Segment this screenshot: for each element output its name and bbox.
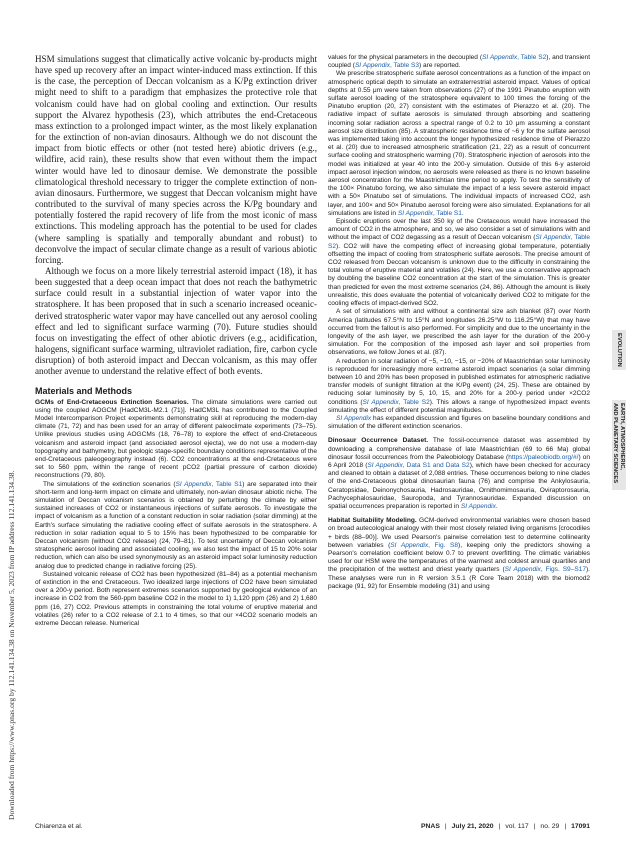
si-appendix-link[interactable]: SI Appendix bbox=[460, 502, 496, 510]
p1-e: ) are reported. bbox=[419, 62, 461, 70]
gcm-paragraph bbox=[35, 399, 317, 481]
page-footer bbox=[35, 823, 590, 835]
table-s1-link[interactable]: , Table S1. bbox=[432, 209, 464, 217]
si-appendix-link[interactable]: SI Appendix bbox=[367, 461, 403, 469]
sustained-paragraph: Sustained volcanic release of CO2 has been hypothesized (81–84) as a potential mechanism of extinction in the end Cretaceous. Two idealized large injections of CO2 have been simulated over a 200-y period. Both represent extremes scenarios supported by geological evidence of an increase in CO2 from the 560-ppm baseline CO2 in the model to 1) 1,120 ppm (26) and 2) 1,680 ppm (16, 27) CO2. Previous attempts in constraining the total volume of eruptive material and volatiles (26) refer to a CO2 release of 2.1 to 4 times, so that our ×4CO2 scenario models an extreme Deccan release. Numerical bbox=[35, 570, 317, 628]
si-appendix-link[interactable]: SI Appendix bbox=[535, 234, 571, 242]
sim-text-1: The simulations of the extinction scenarios ( bbox=[43, 480, 176, 488]
p1-c: ), and transient coupled ( bbox=[328, 54, 591, 70]
dino-run-head: Dinosaur Occurrence Dataset. bbox=[328, 437, 429, 445]
si-appendix-link[interactable]: SI Appendix bbox=[504, 566, 541, 574]
intro-paragraph-2: Although we focus on a more likely terrestrial asteroid impact (18), it has been suggested that a deep ocean impact that does not reach the bathymetric surface could result in a substantial injection of water vapor into the stratosphere. It has been proposed that in such a scenario increased oceanic-derived stratospheric water vapor may have cancelled out any aerosol cooling effect and led to significant surface warming (70). Future studies should focus on investigating the effect of other abiotic drivers (e.g., acidification, halogens, significant surface warming, ultraviolet radiation, fire, carbon cycle disruption) of both asteroid impact and Deccan volcanism, as this may offer another avenue to understand the relative effect of both events. bbox=[35, 265, 317, 377]
p6-rest: has expanded discussion and figures on baseline boundary conditions and simulation of the different extinction scenarios. bbox=[328, 414, 590, 431]
figs-s9-s17-link[interactable]: , Figs. S9–S17 bbox=[540, 566, 586, 574]
dino-text-a: The fossil-occurrence dataset was assembled by downloading a comprehensive database of late Maastrichtian (69 to 66 Ma) global dinosaur fossil occurrences from the Paleobiology Database ( bbox=[328, 437, 590, 461]
footer-page: 17091 bbox=[571, 823, 590, 830]
p3-c: ). CO2 will have the competing effect of increasing global temperature, potentially offsetting the impact of cooling from stratospheric sulfate aerosols. The precise amount of CO2 released from Deccan volcanism is unknown due to the difficulty in constraining the total volume of eruptive material and volatiles (24). Here, we use a conservative approach by doubling the baseline CO2 concentration at the start of the simulation. This is greater than predicted for even the most extreme scenarios (24, 86). Although the amount is likely unrealistic, this does evaluate the potential of volcanically derived CO2 to mitigate for the cooling effects of impact-derived SO2. bbox=[328, 242, 590, 308]
footer-journal: PNAS bbox=[420, 823, 440, 830]
hab-text-c: ). These analyses were run in R version 3.5.1 (R Core Team 2018) with the biomod2 package (91, 92) for Ensemble modeling (31) and using bbox=[328, 566, 590, 590]
methods-heading: Materials and Methods bbox=[35, 385, 133, 396]
table-s2-link[interactable]: , Table S2 bbox=[398, 398, 430, 406]
simulations-paragraph bbox=[35, 481, 317, 571]
footer-volume: vol. 117 bbox=[505, 823, 529, 830]
table-s1-link[interactable]: , Table S1 bbox=[211, 480, 243, 488]
ash-paragraph: A set of simulations with and without a continental size ash blanket (87) over North America (latitudes 67.5°N to 15°N and longitudes 26.25°W to 116.25°W) that may have occurred from the fallout is also performed. For simplicity and due to the uncertainty in the longevity of the ash layer, we prescribed the ash layer for the duration of the 200-y simulation. For the composition of the imposed ash layer and soil properties from observations, we follow Jones et al. (87). bbox=[328, 308, 590, 357]
data-s1-s2-link[interactable]: , Data S1 and Data S2 bbox=[402, 461, 470, 469]
co2-paragraph bbox=[328, 218, 590, 308]
intro-paragraph-1: HSM simulations suggest that climatically active volcanic by-products might have sped up recovery after an impact winter-induced mass extinction. If this is the case, the perception of Deccan volcanism as a K/Pg extinction driver might need to shift to a paradigm that emphasizes the protective role that volcanism could have had on global cooling and extinction. Our results support the Alvarez hypothesis (23), which attributes the end-Cretaceous mass extinction to a prolonged impact winter, as the most likely explanation for the extinction of non-avian dinosaurs. Although we do not discount the impact from biotic effects or other (not tested here) abiotic drivers (e.g., wildfire, acid rain), these results show that even without them the impact winter would have led to dinosaur demise. We demonstrate the possible climatological threshold necessary to trigger the complete extinction of non-avian dinosaurs. Furthermore, we suggest that Deccan volcanism might have contributed to the survival of many species across the K/Pg boundary and potentially fostered the rapid recovery of life from the most iconic of mass extinctions. This modeling approach has the potential to be used for clades (where sampling is spatially and temporally abundant and robust) to deconvolve the impact of secular climate change as a result of various abiotic forcing. bbox=[35, 54, 317, 265]
dino-end: . bbox=[495, 502, 498, 510]
si-appendix-link[interactable]: SI Appendix bbox=[362, 398, 399, 406]
download-note: Downloaded from https://www.pnas.org by 112.141.134.38 on November 5, 2023 from IP address 112.141.134.38. bbox=[7, 470, 16, 820]
sim-text-2: ) are separated into their short-term and long-term impact on climate and ultimately, non-avian dinosaur abiotic niche. The simulation of Deccan volcanism scenarios is obtained by perturbing the climate by either sustained increases of CO2 or instantaneous injections of sulfate aerosols. To investigate the impact of volcanism as a function of a constant reduction in solar radiation (solar dimming) at the Earth's surface simulating the radiative cooling effect of sulfate aerosols in the stratosphere. A reduction in solar radiation equal to 5 to 15% has been hypothesized to be comparable for Deccan volcanism (without CO2 release) (24, 79–81). To test uncertainty of Deccan volcanism stratospheric aerosol loading and associated cooling, we also test the impact of 15 to 20% solar reduction, which can also be used synonymously as an asteroid impact solar luminosity reduction analog due to predicted change in radiative forcing (25). bbox=[35, 480, 317, 570]
footer-date: July 21, 2020 bbox=[451, 823, 494, 830]
p5-c: ). This allows a range of hypothesized impact events simulating the effect of different potential magnitudes. bbox=[328, 398, 591, 414]
si-expanded-paragraph bbox=[328, 415, 590, 431]
earth-label-line2: AND PLANETARY SCIENCES bbox=[612, 403, 618, 484]
si-appendix-link[interactable]: SI Appendix bbox=[336, 414, 372, 422]
habitat-run-head: Habitat Suitability Modeling. bbox=[328, 517, 417, 525]
si-appendix-link[interactable]: SI Appendix bbox=[175, 480, 212, 488]
right-column bbox=[328, 54, 590, 591]
p1-a: values for the physical parameters in the decoupled ( bbox=[328, 54, 482, 61]
fig-s8-link[interactable]: , Fig. S8 bbox=[428, 541, 459, 549]
footer-citation: PNAS | July 21, 2020 | vol. 117 | no. 29 | 17091 bbox=[420, 823, 590, 830]
earth-label-line1: EARTH, ATMOSPHERIC, bbox=[619, 403, 625, 470]
p3-a: Episodic eruptions over the last 350 ky of the Cretaceous would have increased the amount of CO2 in the atmosphere, and so, we also consider a set of simulations with and without the impact of CO2 degassing as a result of Deccan volcanism ( bbox=[328, 218, 590, 242]
hab-text-a: GCM-derived environmental variables were chosen based on broad autecological analogy with their most closely related living organisms [crocodiles + birds (88–90)]. We used Pearson's pairwise correlation test to determine collinearity between variables ( bbox=[328, 517, 590, 549]
evolution-label: EVOLUTION bbox=[616, 333, 622, 367]
left-column bbox=[35, 54, 317, 628]
habitat-paragraph bbox=[328, 517, 590, 591]
footer-author: Chiarenza et al. bbox=[35, 823, 83, 830]
table-s3-link[interactable]: , Table S3 bbox=[390, 62, 419, 70]
dino-text-c: ), which have been checked for accuracy and cleaned to obtain a dataset of 2,088 entries. These occurrences belong to nine clades of the end-Cretaceous global dinosaurian fauna (76) and comprise the Ankylosauria, Ceratopsidae, Deinonychosauria, Hadrosauridae, Ornithomimosauria, Oviraptorosauria, Pachycephalosauridae, Sauropoda, and Tyrannosauridae. Expanded discussion on spatial occurrences preparation is reported in bbox=[328, 461, 591, 510]
hab-text-b: ), keeping only the predictors showing a Pearson's correlation coefficient below 0.7 to prevent overfitting. The climatic variables used for our HSM were the temperatures of the warmest and coldest annual quartiles and the precipitation of the wettest and driest yearly quarters ( bbox=[328, 541, 590, 574]
evolution-tab bbox=[612, 330, 626, 370]
si-appendix-link[interactable]: SI Appendix bbox=[390, 541, 429, 549]
gcm-text: The climate simulations were carried out using the coupled AOGCM [HadCM3L-M2.1 (71)]. HadCM3L has contributed to the Coupled Model Intercomparison Project experiments demonstrating skill at reproducing the modern-day climate (71, 72) and has been used for an array of different paleoclimate experiments (73–75). Unlike previous studies using AOGCMs (18, 76–78) to explore the effect of end-Cretaceous volcanism and asteroid impact (and associated aerosol ejecta), we do not use a modern-day topography and bathymetry, but geologic stage-specific boundary conditions representative of the end-Cretaceous paleogeography instead (6). CO2 concentrations at the end-Cretaceous were set to 560 ppm, within the range of recent pCO2 (partial pressure of carbon dioxide) reconstructions (79, 80). bbox=[35, 398, 317, 480]
params-paragraph bbox=[328, 54, 590, 70]
table-s2-link[interactable]: , Table S2 bbox=[517, 54, 547, 61]
p2-text: We prescribe stratospheric sulfate aerosol concentrations as a function of the impact on atmospheric optical depth to simulate an extraterrestrial asteroid impact. Values of optical depths at 0.55 μm were taken from observations (27) of the 1991 Pinatubo eruption with sulfate aerosol loading of the stratosphere equivalent to 100 times the forcing of the Pinatubo eruption (20, 27) consistent with the estimates of Pierazzo et al. (20). The radiative impact of sulfate aerosols is simulated through absorbing and scattering incoming solar radiation across a spectral range of 0.2 to 10 μm assuming a constant aerosol size distribution (85). A stratospheric residence time of ~6 y for the sulfate aerosol was implemented taking into account the longer hypothesized residence time of Pierazzo et al. (20) due to increased atmospheric stratification (21, 22) as a result of concurrent surface cooling and stratospheric warming (70). Stratospheric injection of aerosols into the model was initialized at year 40 into the 200-y simulation. Outside of this 6-y asteroid impact aerosol injection window, no aerosols were released as there is no known baseline aerosol concentration for the Maastrichtian time period to apply. To test the sensitivity of the 100× Pinatubo forcing, we also simulate the impact of a less severe asteroid impact with a 50× Pinatubo set of simulations. The individual impacts of increased CO2, ash layer, and 100× and 50× Pinatubo aerosol forcing were also simulated. Explanations for all simulations are listed in bbox=[328, 70, 590, 217]
table-s2-link[interactable]: , Table S2 bbox=[328, 234, 591, 250]
paleobiodb-link[interactable]: https://paleobiodb.org/#/ bbox=[508, 453, 579, 461]
si-appendix-link[interactable]: SI Appendix bbox=[482, 54, 518, 61]
p5-a: A reduction in solar radiation of −5, −10, −15, or −20% of Maastrichtian solar luminosity is reproduced for increasingly more extreme asteroid impact scenarios (a solar dimming between 10 and 20% has been proposed in published estimates for atmospheric radiative transfer models of sunlight filtration at the K/Pg event) (24, 25). These are obtained by reducing solar luminosity by 5, 10, 15, and 20% for a 200-y period under ×2CO2 conditions ( bbox=[328, 357, 590, 406]
dinosaur-dataset-paragraph bbox=[328, 437, 590, 511]
solar-paragraph bbox=[328, 358, 590, 415]
gcm-run-head: GCMs of End-Cretaceous Extinction Scenarios. bbox=[35, 398, 189, 406]
aerosol-paragraph bbox=[328, 70, 590, 218]
footer-issue: no. 29 bbox=[540, 823, 560, 830]
si-appendix-link[interactable]: SI Appendix bbox=[397, 209, 433, 217]
dino-text-b: ) on 6 April 2018 ( bbox=[328, 453, 590, 469]
si-appendix-link[interactable]: SI Appendix bbox=[354, 62, 390, 70]
earth-sciences-tab bbox=[612, 400, 626, 490]
